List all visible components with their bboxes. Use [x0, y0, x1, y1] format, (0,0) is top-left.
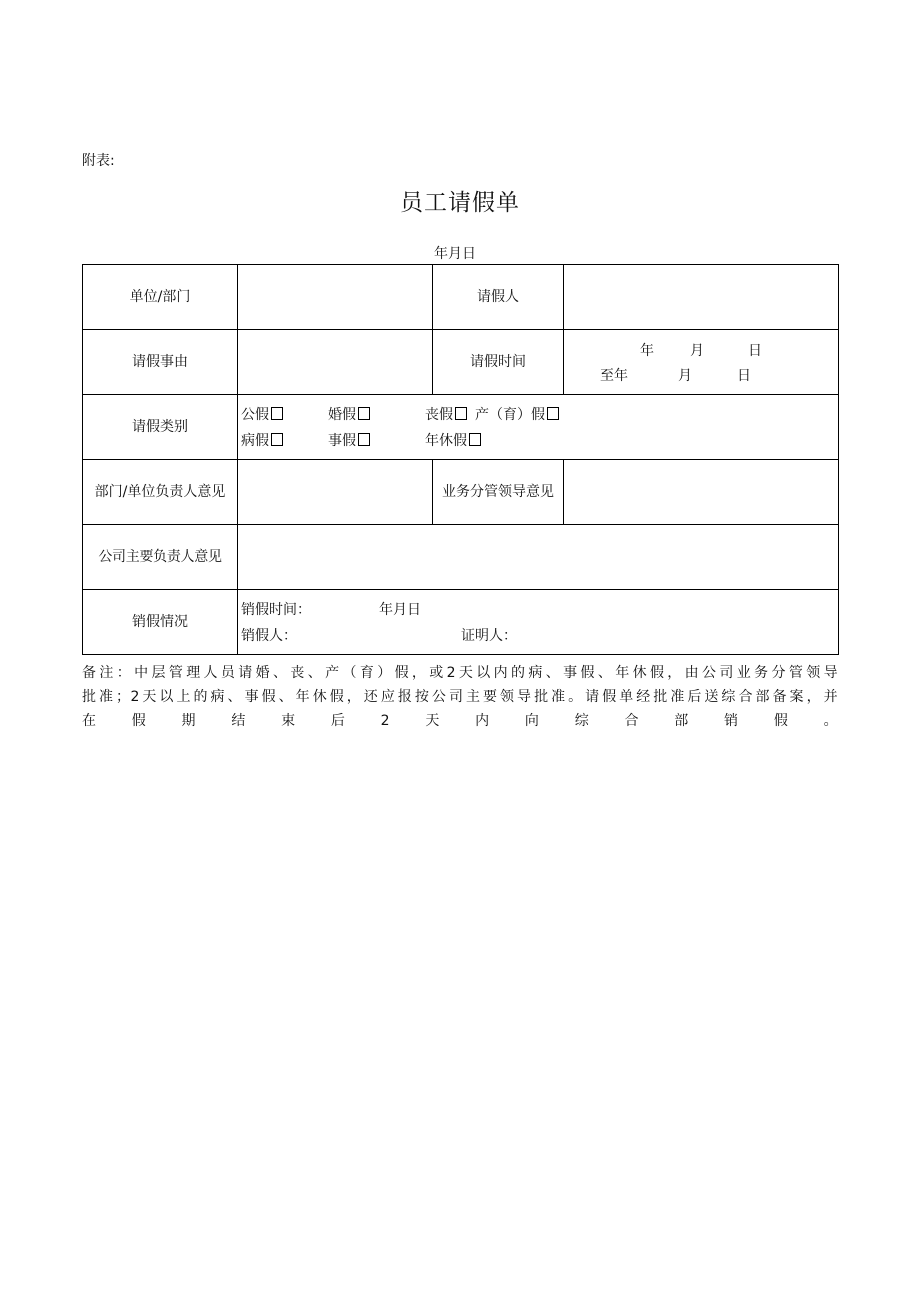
- leave-time-to-month: 月: [678, 368, 692, 384]
- reason-field[interactable]: [238, 330, 433, 395]
- cancel-date[interactable]: 年月日: [379, 602, 421, 618]
- form-title: 员工请假单: [400, 190, 520, 216]
- leave-time-to-day: 日: [737, 368, 751, 384]
- cancel-person-label: 销假人：: [241, 628, 297, 644]
- leave-type-label: 请假类别: [83, 395, 238, 460]
- business-leader-opinion-field[interactable]: [564, 460, 839, 525]
- attachment-label: 附表:: [82, 153, 115, 169]
- option-annual-label: 年休假: [425, 433, 467, 449]
- leave-time-to-year: 至年: [600, 368, 628, 384]
- company-head-opinion-label: 公司主要负责人意见: [83, 525, 238, 590]
- remarks-line-2: 批准；2天以上的病、事假、年休假，还应报按公司主要领导批准。请假单经批准后送综合部备案，并: [82, 689, 838, 705]
- option-personal-leave[interactable]: [328, 430, 370, 450]
- marriage-leave-checkbox[interactable]: [358, 407, 370, 420]
- remarks-line-3: 在假期结束后2天内向综合部销假。: [82, 713, 838, 729]
- option-maternity-leave[interactable]: [475, 404, 559, 424]
- unit-department-label: 单位/部门: [83, 265, 238, 330]
- dept-head-opinion-field[interactable]: [238, 460, 433, 525]
- cancel-label: 销假情况: [83, 590, 238, 655]
- dept-head-opinion-label: 部门/单位负责人意见: [83, 460, 238, 525]
- form-date: 年月日: [434, 246, 476, 262]
- maternity-leave-checkbox[interactable]: [547, 407, 559, 420]
- row-cancel: [83, 590, 839, 655]
- row-company-head: [83, 525, 839, 590]
- unit-department-field[interactable]: [238, 265, 433, 330]
- option-funeral-label: 丧假: [425, 407, 453, 423]
- personal-leave-checkbox[interactable]: [358, 433, 370, 446]
- leave-type-options: [238, 395, 839, 460]
- row-unit-applicant: [83, 265, 839, 330]
- witness-label: 证明人：: [461, 628, 517, 644]
- remarks-line-1: 备注：中层管理人员请婚、丧、产（育）假，或2天以内的病、事假、年休假，由公司业务分管领导: [82, 665, 838, 681]
- option-maternity-label: 产（育）假: [475, 407, 545, 423]
- sick-leave-checkbox[interactable]: [271, 433, 283, 446]
- row-opinions: [83, 460, 839, 525]
- option-annual-leave[interactable]: [425, 430, 481, 450]
- public-leave-checkbox[interactable]: [271, 407, 283, 420]
- applicant-field[interactable]: [564, 265, 839, 330]
- annual-leave-checkbox[interactable]: [469, 433, 481, 446]
- business-leader-opinion-label: 业务分管领导意见: [433, 460, 564, 525]
- leave-time-field[interactable]: [564, 330, 839, 395]
- option-funeral-leave[interactable]: [425, 404, 467, 424]
- option-public-label: 公假: [241, 407, 269, 423]
- row-reason-time: [83, 330, 839, 395]
- leave-time-label: 请假时间: [433, 330, 564, 395]
- row-leave-type: [83, 395, 839, 460]
- option-marriage-label: 婚假: [328, 407, 356, 423]
- leave-time-month: 月: [690, 343, 704, 359]
- option-personal-label: 事假: [328, 433, 356, 449]
- remarks: [82, 661, 838, 733]
- leave-time-day: 日: [748, 343, 762, 359]
- option-marriage-leave[interactable]: [328, 404, 370, 424]
- option-sick-label: 病假: [241, 433, 269, 449]
- cancel-details: [238, 590, 839, 655]
- reason-label: 请假事由: [83, 330, 238, 395]
- option-sick-leave[interactable]: [241, 430, 283, 450]
- funeral-leave-checkbox[interactable]: [455, 407, 467, 420]
- company-head-opinion-field[interactable]: [238, 525, 839, 590]
- cancel-time-label: 销假时间：: [241, 602, 311, 618]
- leave-time-year: 年: [640, 343, 654, 359]
- option-public-leave[interactable]: [241, 404, 283, 424]
- applicant-label: 请假人: [433, 265, 564, 330]
- leave-form-table: [82, 264, 839, 655]
